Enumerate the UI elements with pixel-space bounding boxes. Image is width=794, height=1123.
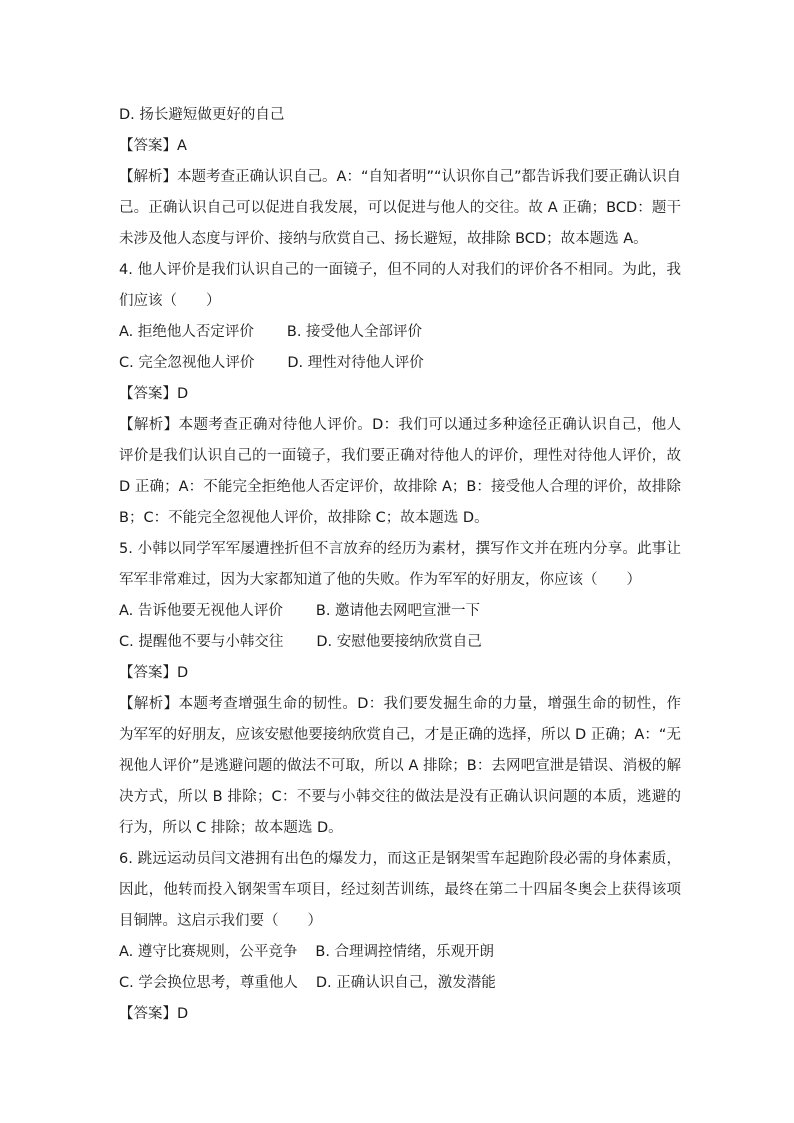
- q5-analysis: [119, 689, 681, 844]
- analysis-text: 本题考查增强生命的韧性。D：我们要发掘生命的力量，增强生命的韧性，作为军军的好朋友，应该安慰他要接纳欣赏自己，才是正确的选择，所以 D 正确；A：“无视他人评价”是逃避问题的做法不可取，所以 A 排除；B：去网吧宣泄是错误、消极的解决方式，所以 B 排除；C：不要与小韩交往的做法是没有正确认识问题的本质，逃避的行为，所以 C 排除；故本题选 D。: [119, 696, 682, 836]
- q4-answer: [119, 379, 681, 410]
- answer-value: D: [177, 1006, 189, 1022]
- q4-analysis: [119, 410, 681, 534]
- document-page: [119, 100, 681, 1030]
- answer-label: 【答案】: [119, 1006, 177, 1022]
- q3-answer: [119, 131, 681, 162]
- analysis-label: 【解析】: [119, 696, 179, 712]
- answer-label: 【答案】: [119, 138, 177, 154]
- q5-options-row-2: [119, 627, 681, 658]
- analysis-text: 本题考查正确对待他人评价。D：我们可以通过多种途径正确认识自己，他人评价是我们认识自己的一面镜子，我们要正确对待他人的评价，理性对待他人评价，故 D 正确；A：不能完全拒绝他人否定评价，故排除 A；B：接受他人合理的评价，故排除 B；C：不能完全忽视他人评价，故排除 C；故本题选 D。: [119, 417, 682, 526]
- q4-option-d: D. 理性对待他人评价: [287, 355, 424, 371]
- q3-option-d: D. 扬长避短做更好的自己: [119, 107, 285, 123]
- q4-stem: 4. 他人评价是我们认识自己的一面镜子，但不同的人对我们的评价各不相同。为此，我们应该（ ）: [119, 262, 681, 309]
- q6-option-d: D. 正确认识自己，激发潜能: [315, 975, 496, 991]
- q5-options-row-1: [119, 596, 681, 627]
- q4-option-a: A. 拒绝他人否定评价: [119, 324, 254, 340]
- answer-value: A: [177, 138, 187, 154]
- analysis-label: 【解析】: [119, 169, 178, 185]
- q6-option-b: B. 合理调控情绪，乐观开朗: [315, 944, 495, 960]
- q4-options-row-1: [119, 317, 681, 348]
- q4-option-b: B. 接受他人全部评价: [286, 324, 423, 340]
- q5-answer: [119, 658, 681, 689]
- q6-options-row-1: [119, 937, 681, 968]
- q5-stem: 5. 小韩以同学军军屡遭挫折但不言放弃的经历为素材，撰写作文并在班内分享。此事让军军非常难过，因为大家都知道了他的失败。作为军军的好朋友，你应该（ ）: [119, 541, 681, 588]
- q6-answer: [119, 999, 681, 1030]
- q6-stem: 6. 跳远运动员闫文港拥有出色的爆发力，而这正是钢架雪车起跑阶段必需的身体素质，因此，他转而投入钢架雪车项目，经过刻苦训练，最终在第二十四届冬奥会上获得该项目铜牌。这启示我们要（ ）: [119, 851, 681, 929]
- answer-value: D: [177, 386, 189, 402]
- q5-option-a: A. 告诉他要无视他人评价: [119, 603, 283, 619]
- q5-option-d: D. 安慰他要接纳欣赏自己: [316, 634, 482, 650]
- analysis-label: 【解析】: [119, 417, 179, 433]
- q4-options-row-2: [119, 348, 681, 379]
- q4-option-c: C. 完全忽视他人评价: [119, 355, 255, 371]
- answer-label: 【答案】: [119, 386, 177, 402]
- q5-option-b: B. 邀请他去网吧宣泄一下: [315, 603, 481, 619]
- analysis-text: 本题考查正确认识自己。A：“自知者明”“认识你自己”都告诉我们要正确认识自己。正确认识自己可以促进自我发展，可以促进与他人的交往。故 A 正确；BCD：题干未涉及他人态度与评价、接纳与欣赏自己、扬长避短，故排除 BCD；故本题选 A。: [119, 169, 682, 247]
- q6-option-c: C. 学会换位思考，尊重他人: [119, 975, 298, 991]
- q6-options-row-2: [119, 968, 681, 999]
- answer-label: 【答案】: [119, 665, 177, 681]
- q3-analysis: [119, 162, 681, 255]
- q5-option-c: C. 提醒他不要与小韩交往: [119, 634, 284, 650]
- q6-option-a: A. 遵守比赛规则，公平竞争: [119, 944, 298, 960]
- answer-value: D: [177, 665, 189, 681]
